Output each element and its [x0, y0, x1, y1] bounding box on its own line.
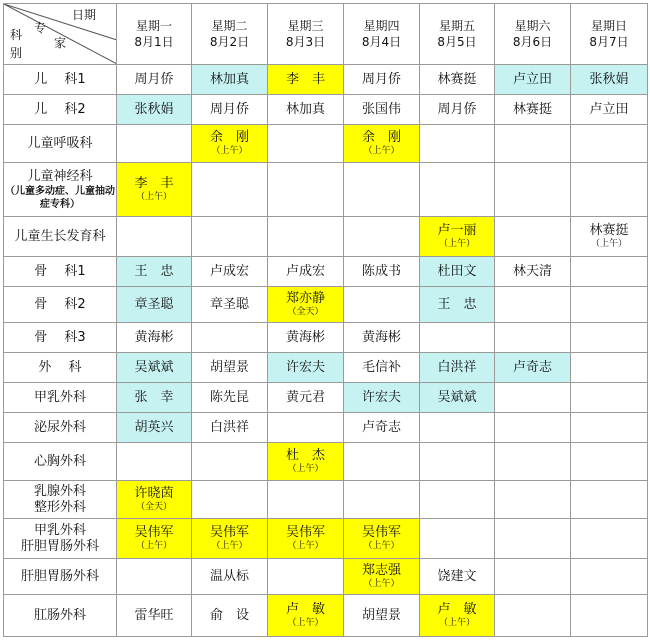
day-header-7: [571, 4, 648, 65]
day-name: 星期六: [514, 19, 551, 33]
doctor-cell: [571, 383, 648, 413]
doctor-name: 章圣聪: [134, 296, 174, 312]
doctor-cell: [420, 163, 495, 217]
day-header-1: [117, 4, 192, 65]
doctor-cell: [117, 595, 192, 637]
day-date: 8月2日: [209, 35, 250, 49]
doctor-name: 余 刚: [209, 130, 249, 145]
doctor-name: 余 刚: [361, 130, 401, 145]
doctor-cell: [344, 95, 420, 125]
schedule-row: [4, 481, 648, 519]
doctor-cell: [192, 323, 268, 353]
doctor-cell: [571, 163, 648, 217]
doctor-name: 黄元君: [285, 389, 325, 405]
doctor-name: 林赛挺: [589, 223, 629, 238]
doctor-name: 许晓茵: [134, 486, 174, 501]
doctor-name: 黄海彬: [361, 329, 401, 345]
doctor-name: 胡英兴: [134, 419, 174, 435]
doctor-cell: [571, 65, 648, 95]
schedule-row: [4, 383, 648, 413]
doctor-cell: [344, 481, 420, 519]
doctor-name: 雷华旺: [134, 607, 174, 623]
doctor-cell: [117, 95, 192, 125]
doctor-cell: [420, 559, 495, 595]
doctor-cell: [268, 287, 344, 323]
department-name: 肝胆胃肠外科: [20, 568, 99, 584]
department-cell: [4, 353, 117, 383]
doctor-cell: [268, 323, 344, 353]
day-date: 8月1日: [134, 35, 174, 49]
department-name: 甲乳外科: [33, 389, 86, 405]
department-cell: [4, 519, 117, 559]
department-name: 儿童生长发育科: [14, 228, 106, 244]
doctor-name: 郑志强: [361, 563, 401, 578]
department-cell: [4, 163, 117, 217]
doctor-name: 张秋娟: [134, 101, 174, 117]
department-cell: [4, 323, 117, 353]
department-cell: [4, 413, 117, 443]
schedule-row: [4, 323, 648, 353]
doctor-cell: [571, 125, 648, 163]
doctor-name: 陈先昆: [209, 389, 249, 405]
doctor-cell: [192, 125, 268, 163]
doctor-cell: [192, 519, 268, 559]
corner-expert-label-1: 专: [34, 21, 47, 35]
doctor-cell: [344, 443, 420, 481]
doctor-cell: [344, 125, 420, 163]
department-name: 儿 科1: [34, 71, 86, 87]
doctor-name: 卢奇志: [512, 359, 552, 375]
doctor-name: 胡望景: [209, 359, 249, 375]
doctor-cell: [268, 217, 344, 257]
doctor-name: 卢立田: [589, 101, 629, 117]
doctor-name: 郑亦静: [285, 291, 325, 306]
doctor-cell: [420, 257, 495, 287]
department-name: 儿 科2: [34, 101, 86, 117]
doctor-cell: [192, 443, 268, 481]
doctor-cell: [344, 559, 420, 595]
day-date: 8月4日: [361, 35, 402, 49]
doctor-cell: [192, 65, 268, 95]
doctor-cell: [192, 559, 268, 595]
schedule-row: [4, 559, 648, 595]
department-name: 儿童呼吸科: [27, 135, 93, 151]
doctor-cell: [268, 257, 344, 287]
session-note: （上午）: [135, 192, 172, 202]
doctor-name: 俞 设: [209, 607, 249, 623]
doctor-name: 黄海彬: [134, 329, 174, 345]
doctor-cell: [192, 257, 268, 287]
day-date: 8月3日: [285, 35, 326, 49]
doctor-cell: [420, 413, 495, 443]
corner-dept-label-2: 别: [10, 46, 23, 60]
doctor-cell: [495, 125, 571, 163]
doctor-cell: [268, 443, 344, 481]
department-cell: [4, 65, 117, 95]
doctor-cell: [495, 595, 571, 637]
doctor-cell: [495, 353, 571, 383]
day-name: 星期四: [363, 19, 400, 33]
doctor-cell: [192, 217, 268, 257]
schedule-row: [4, 163, 648, 217]
doctor-name: 毛信补: [361, 359, 401, 375]
header-row: [4, 4, 648, 65]
day-name: 星期一: [135, 19, 172, 33]
schedule-row: [4, 125, 648, 163]
doctor-name: 卢 敏: [285, 602, 325, 617]
doctor-cell: [192, 95, 268, 125]
doctor-name: 林赛挺: [512, 101, 552, 117]
doctor-cell: [117, 481, 192, 519]
doctor-cell: [192, 163, 268, 217]
schedule-row: [4, 65, 648, 95]
session-note: （上午）: [363, 579, 400, 589]
department-cell: [4, 595, 117, 637]
doctor-name: 林加真: [285, 101, 325, 117]
day-header-3: [268, 4, 344, 65]
department-name: 骨 科1: [34, 263, 86, 279]
schedule-row: [4, 353, 648, 383]
department-cell: [4, 95, 117, 125]
session-note: （上午）: [287, 464, 324, 474]
doctor-name: 吴伟军: [285, 525, 325, 540]
doctor-cell: [192, 413, 268, 443]
doctor-cell: [344, 353, 420, 383]
doctor-name: 卢成宏: [209, 263, 249, 279]
doctor-name: 章圣聪: [209, 296, 249, 312]
schedule-row: [4, 443, 648, 481]
day-name: 星期二: [211, 19, 248, 33]
doctor-cell: [571, 519, 648, 559]
doctor-name: 林天清: [512, 263, 552, 279]
doctor-cell: [117, 163, 192, 217]
department-name-line2: 肝胆胃肠外科: [20, 538, 99, 554]
doctor-cell: [420, 323, 495, 353]
doctor-cell: [420, 383, 495, 413]
doctor-name: 周月侨: [437, 101, 477, 117]
doctor-cell: [495, 383, 571, 413]
session-note: （上午）: [211, 146, 248, 156]
doctor-name: 白洪祥: [437, 359, 477, 375]
day-name: 星期三: [287, 19, 324, 33]
doctor-cell: [495, 65, 571, 95]
doctor-cell: [117, 519, 192, 559]
doctor-name: 杜田文: [437, 263, 477, 279]
session-note: （上午）: [363, 146, 400, 156]
corner-dept-label-1: 科: [10, 28, 23, 42]
department-name: 外 科: [38, 359, 82, 375]
schedule-row: [4, 519, 648, 559]
doctor-name: 林赛挺: [437, 71, 477, 87]
department-name: 甲乳外科: [33, 522, 86, 538]
department-cell: [4, 287, 117, 323]
doctor-cell: [344, 257, 420, 287]
doctor-cell: [571, 559, 648, 595]
doctor-cell: [495, 257, 571, 287]
doctor-name: 许宏夫: [285, 359, 325, 375]
doctor-cell: [117, 257, 192, 287]
doctor-cell: [268, 163, 344, 217]
doctor-cell: [571, 323, 648, 353]
doctor-cell: [571, 595, 648, 637]
doctor-cell: [117, 559, 192, 595]
doctor-name: 周月侨: [361, 71, 401, 87]
doctor-cell: [571, 353, 648, 383]
day-header-4: [344, 4, 420, 65]
doctor-cell: [420, 519, 495, 559]
department-name-line2: 整形外科: [33, 499, 86, 515]
session-note: （上午）: [363, 541, 400, 551]
doctor-name: 林加真: [209, 71, 249, 87]
corner-expert-label-2: 家: [54, 36, 67, 50]
doctor-cell: [268, 559, 344, 595]
session-note: （上午）: [287, 541, 324, 551]
doctor-cell: [495, 559, 571, 595]
doctor-cell: [192, 481, 268, 519]
department-subtitle: （儿童多动症、儿童抽动症专科）: [5, 185, 115, 210]
doctor-cell: [117, 125, 192, 163]
doctor-cell: [344, 65, 420, 95]
doctor-cell: [117, 65, 192, 95]
schedule-row: [4, 217, 648, 257]
corner-date-label: 日期: [72, 8, 97, 22]
doctor-cell: [344, 383, 420, 413]
doctor-cell: [117, 323, 192, 353]
department-name: 儿童神经科: [27, 168, 93, 184]
department-cell: [4, 257, 117, 287]
doctor-cell: [117, 413, 192, 443]
day-date: 8月5日: [437, 35, 477, 49]
doctor-name: 吴斌斌: [437, 389, 477, 405]
doctor-cell: [571, 443, 648, 481]
doctor-name: 吴伟军: [134, 525, 174, 540]
doctor-name: 卢奇志: [361, 419, 401, 435]
doctor-name: 李 丰: [134, 176, 174, 191]
schedule-row: [4, 287, 648, 323]
doctor-name: 饶建文: [437, 568, 477, 584]
doctor-name: 周月侨: [134, 71, 174, 87]
session-note: （上午）: [590, 239, 627, 249]
doctor-cell: [495, 95, 571, 125]
doctor-cell: [344, 323, 420, 353]
doctor-cell: [571, 95, 648, 125]
doctor-cell: [117, 287, 192, 323]
day-header-2: [192, 4, 268, 65]
session-note: （上午）: [287, 618, 324, 628]
doctor-cell: [495, 163, 571, 217]
doctor-cell: [192, 383, 268, 413]
doctor-cell: [117, 383, 192, 413]
session-note: （上午）: [438, 618, 475, 628]
doctor-cell: [344, 413, 420, 443]
department-cell: [4, 125, 117, 163]
doctor-cell: [420, 65, 495, 95]
doctor-name: 许宏夫: [361, 389, 401, 405]
doctor-cell: [192, 595, 268, 637]
session-note: （上午）: [135, 541, 172, 551]
doctor-name: 周月侨: [209, 101, 249, 117]
session-note: （全天）: [287, 307, 324, 317]
doctor-cell: [571, 481, 648, 519]
department-name: 心胸外科: [33, 453, 86, 469]
doctor-name: 王 忠: [437, 296, 477, 312]
department-name: 骨 科3: [34, 329, 86, 345]
doctor-cell: [420, 481, 495, 519]
session-note: （全天）: [135, 502, 172, 512]
day-header-5: [420, 4, 495, 65]
department-name: 肛肠外科: [33, 607, 86, 623]
schedule-row: [4, 95, 648, 125]
schedule-row: [4, 595, 648, 637]
doctor-name: 卢 敏: [437, 602, 477, 617]
doctor-cell: [344, 287, 420, 323]
doctor-cell: [268, 383, 344, 413]
doctor-cell: [495, 323, 571, 353]
department-name: 乳腺外科: [33, 483, 86, 499]
doctor-name: 杜 杰: [285, 448, 325, 463]
doctor-cell: [117, 443, 192, 481]
doctor-cell: [268, 353, 344, 383]
doctor-name: 卢立田: [512, 71, 552, 87]
doctor-name: 吴伟军: [209, 525, 249, 540]
department-name: 泌尿外科: [33, 419, 86, 435]
department-cell: [4, 217, 117, 257]
doctor-cell: [268, 65, 344, 95]
doctor-cell: [268, 481, 344, 519]
doctor-name: 吴斌斌: [134, 359, 174, 375]
doctor-cell: [420, 125, 495, 163]
department-cell: [4, 443, 117, 481]
doctor-cell: [495, 519, 571, 559]
doctor-name: 吴伟军: [361, 525, 401, 540]
doctor-name: 陈成书: [361, 263, 401, 279]
doctor-name: 张国伟: [361, 101, 401, 117]
department-cell: [4, 481, 117, 519]
doctor-cell: [420, 353, 495, 383]
day-header-6: [495, 4, 571, 65]
doctor-cell: [344, 595, 420, 637]
doctor-name: 卢一丽: [437, 223, 477, 238]
doctor-cell: [117, 217, 192, 257]
schedule-row: [4, 413, 648, 443]
doctor-cell: [495, 413, 571, 443]
department-name: 骨 科2: [34, 296, 86, 312]
session-note: （上午）: [438, 239, 475, 249]
doctor-cell: [268, 519, 344, 559]
doctor-name: 白洪祥: [209, 419, 249, 435]
doctor-cell: [268, 125, 344, 163]
doctor-cell: [495, 287, 571, 323]
doctor-name: 温从标: [209, 568, 249, 584]
department-cell: [4, 383, 117, 413]
schedule-table: [3, 3, 648, 637]
doctor-name: 张 幸: [134, 389, 174, 405]
doctor-cell: [495, 443, 571, 481]
doctor-cell: [117, 353, 192, 383]
doctor-name: 胡望景: [361, 607, 401, 623]
department-cell: [4, 559, 117, 595]
doctor-name: 王 忠: [134, 263, 174, 279]
doctor-cell: [268, 95, 344, 125]
doctor-cell: [192, 353, 268, 383]
corner-header-cell: [4, 4, 117, 65]
doctor-name: 卢成宏: [285, 263, 325, 279]
doctor-name: 张秋娟: [589, 71, 629, 87]
doctor-cell: [420, 443, 495, 481]
doctor-cell: [344, 519, 420, 559]
day-name: 星期五: [438, 19, 475, 33]
doctor-cell: [420, 95, 495, 125]
schedule-row: [4, 257, 648, 287]
doctor-cell: [571, 287, 648, 323]
doctor-name: 李 丰: [285, 71, 325, 87]
doctor-cell: [495, 481, 571, 519]
doctor-cell: [268, 595, 344, 637]
doctor-cell: [192, 287, 268, 323]
doctor-cell: [344, 217, 420, 257]
doctor-name: 黄海彬: [285, 329, 325, 345]
doctor-cell: [420, 595, 495, 637]
doctor-cell: [268, 413, 344, 443]
day-date: 8月6日: [512, 35, 553, 49]
day-date: 8月7日: [589, 35, 629, 49]
doctor-cell: [420, 217, 495, 257]
day-name: 星期日: [590, 19, 627, 33]
doctor-cell: [495, 217, 571, 257]
doctor-cell: [344, 163, 420, 217]
doctor-cell: [571, 257, 648, 287]
doctor-cell: [420, 287, 495, 323]
doctor-cell: [571, 217, 648, 257]
doctor-cell: [571, 413, 648, 443]
session-note: （上午）: [211, 541, 248, 551]
